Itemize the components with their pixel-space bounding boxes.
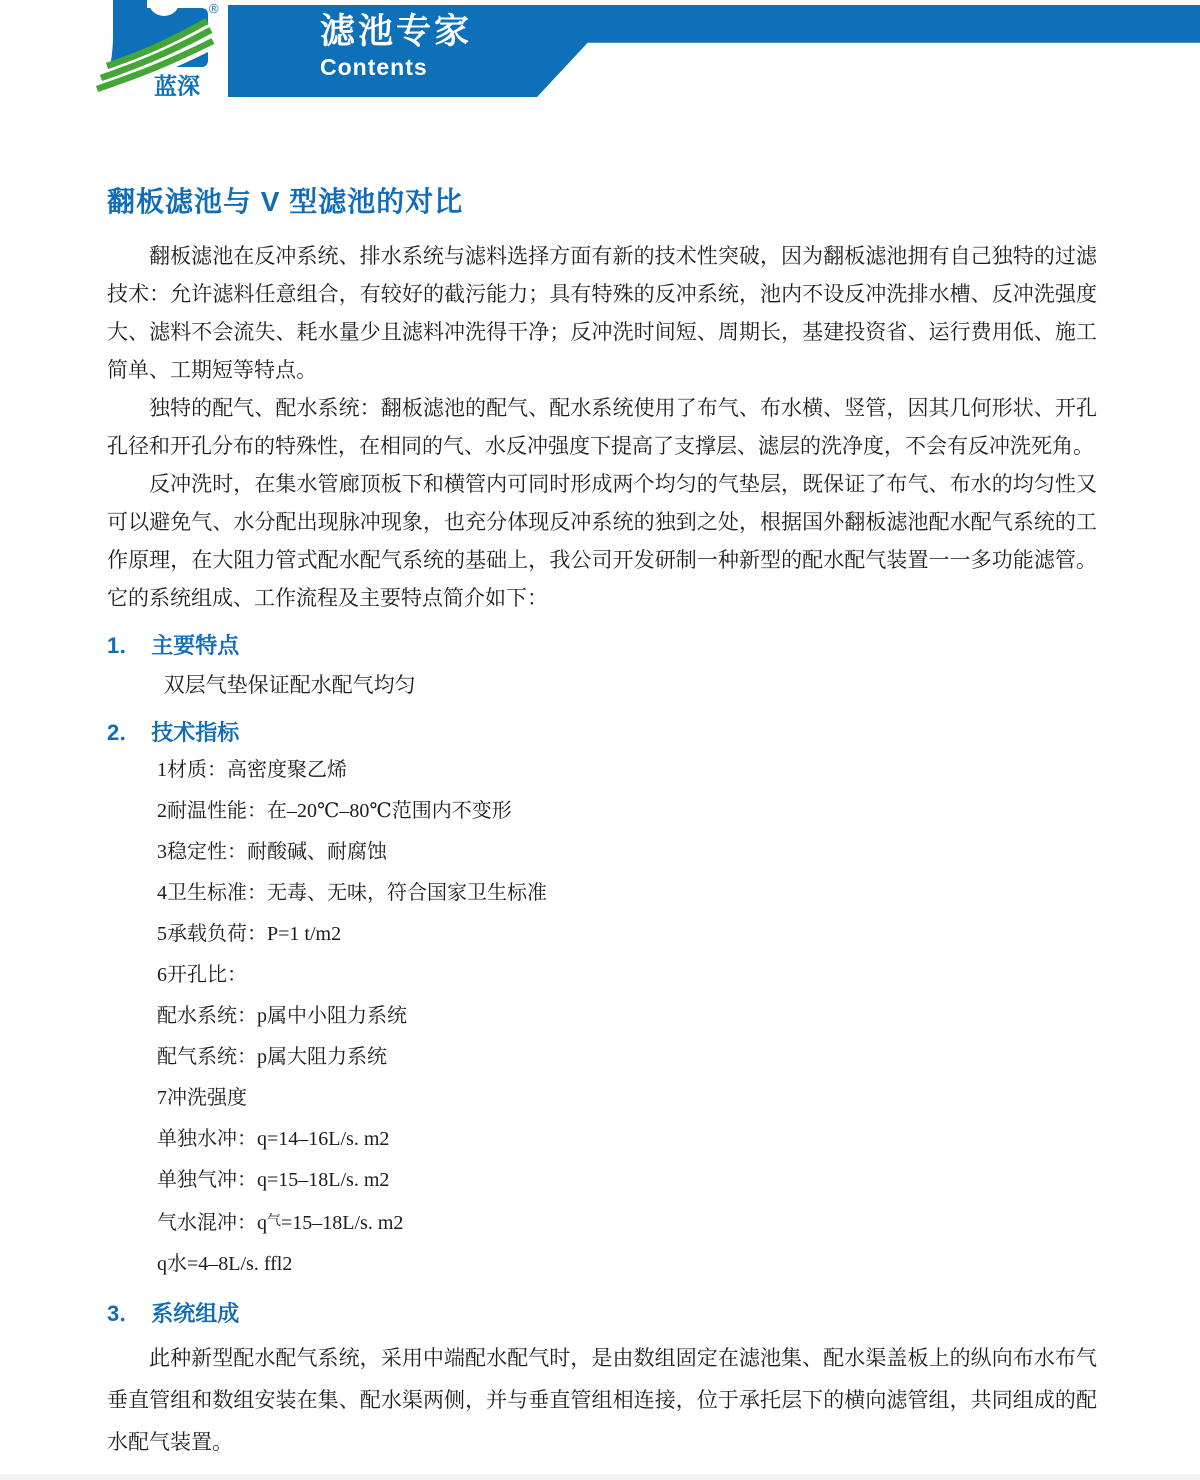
section-1-body: 双层气垫保证配水配气均匀 [163,673,416,697]
main-content [107,183,1097,1463]
spec-item: 1材质：高密度聚乙烯 [157,759,347,781]
section-heading-1 [107,631,1097,661]
spec-item: 3稳定性：耐酸碱、耐腐蚀 [157,841,387,863]
spec-item: 2耐温性能：在–20℃–80℃范围内不变形 [157,800,512,822]
section-title: 主要特点 [151,633,240,658]
spec-item: 6开孔比： [157,964,247,986]
spec-item: q水=4–8L/s. ffl2 [157,1253,293,1275]
page-bottom-edge [0,1474,1200,1480]
spec-item: 单独气冲：q=15–18L/s. m2 [157,1169,390,1191]
section-title: 技术指标 [151,720,240,745]
intro-paragraphs [107,237,1097,617]
section-heading-3 [107,1299,1097,1329]
section-number: 3． [107,1301,142,1326]
spec-item: 配气系统：p属大阻力系统 [157,1046,387,1068]
registered-trademark-icon: ® [209,1,219,16]
spec-list [107,750,1097,1285]
section-heading-2 [107,718,1097,748]
paragraph: 反冲洗时，在集水管廊顶板下和横管内可同时形成两个均匀的气垫层，既保证了布气、布水的均匀性又可以避免气、水分配出现脉冲现象，也充分体现反冲系统的独到之处，根据国外翻板滤池配水配气系统的工作原理，在大阻力管式配水配气系统的基础上，我公司开发研制一种新型的配水配气装置一一多功能滤管。它的系统组成、工作流程及主要特点简介如下： [107,472,1097,610]
section-3-body: 此种新型配水配气系统，采用中端配水配气时，是由数组固定在滤池集、配水渠盖板上的纵向布水布气垂直管组和数组安装在集、配水渠两侧，并与垂直管组相连接，位于承托层下的横向滤管组，共同组成的配水配气装置。 [107,1346,1097,1454]
spec-item: 单独水冲：q=14–16L/s. m2 [157,1128,390,1150]
spec-item: 4卫生标准：无毒、无味，符合国家卫生标准 [157,882,547,904]
lanshen-logo [95,0,225,96]
banner-subtitle: Contents [320,54,428,80]
spec-item: 5承载负荷：P=1 t/m2 [157,923,342,945]
spec-item: 7冲洗强度 [157,1087,247,1109]
banner-text-block [320,14,472,79]
logo-brand-text: 蓝深 [154,73,200,96]
paragraph: 独特的配气、配水系统：翻板滤池的配气、配水系统使用了布气、布水横、竖管，因其几何形状、开孔孔径和开孔分布的特殊性，在相同的气、水反冲强度下提高了支撑层、滤层的洗净度，不会有反冲洗死角。 [107,396,1097,458]
section-number: 2． [107,720,142,745]
section-title: 系统组成 [151,1301,240,1326]
logo-mark-icon [95,0,225,96]
spec-item: 气水混冲：$q^气=15-18L/s$. m2 [157,1212,404,1234]
page-title: 翻板滤池与 V 型滤池的对比 [107,186,464,217]
spec-item: 配水系统：p属中小阻力系统 [157,1005,407,1027]
paragraph: 翻板滤池在反冲系统、排水系统与滤料选择方面有新的技术性突破，因为翻板滤池拥有自己独特的过滤技术：允许滤料任意组合，有较好的截污能力；具有特殊的反冲系统，池内不设反冲洗排水槽、反冲洗强度大、滤料不会流失、耗水量少且滤料冲洗得干净；反冲洗时间短、周期长，基建投资省、运行费用低、施工简单、工期短等特点。 [107,244,1097,382]
banner-title: 滤池专家 [320,12,473,51]
section-number: 1． [107,633,142,658]
